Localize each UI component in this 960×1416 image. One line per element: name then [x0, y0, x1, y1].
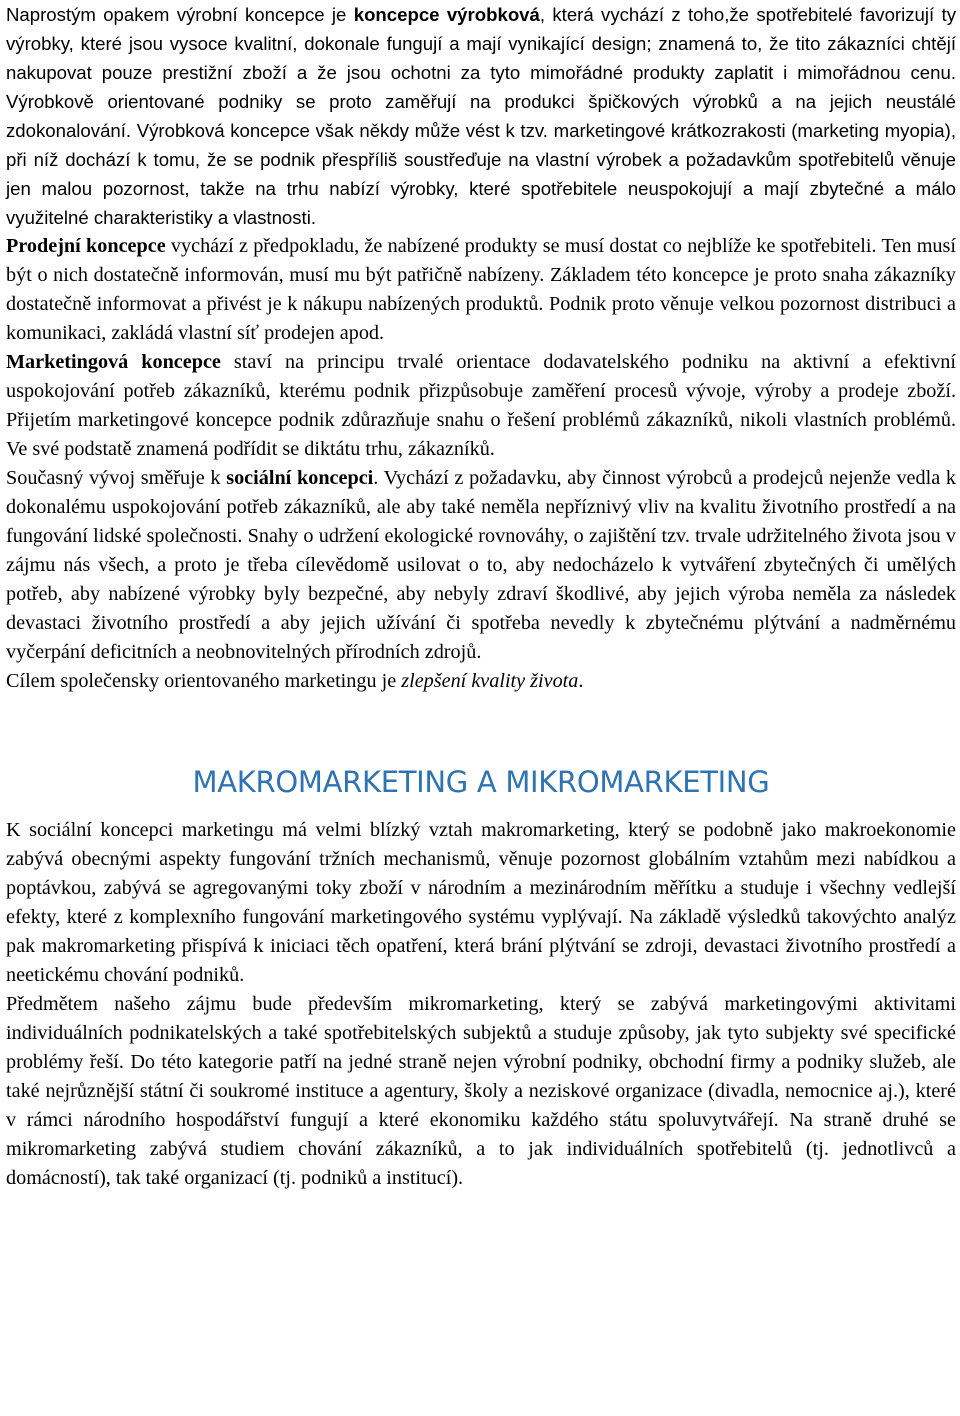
- paragraph-product-concept: [6, 0, 956, 232]
- text-run: Současný vývoj směřuje k: [6, 467, 227, 489]
- text-run: . Vychází z požadavku, aby činnost výrobců a prodejců nejenže vedla k dokonalému uspokojování potřeb zákazníků, ale aby také neměla nepříznivý vliv na kvalitu životního prostředí a na fungování lidské společnosti. Snahy o udržení ekologické rovnováhy, o zajištění tzv. trvale udržitelného života jsou v zájmu nás všech, a proto je třeba cílevědomě usilovat o to, aby nedocházelo k vytváření zbytečných či umělých potřeb, aby nabízené výrobky byly bezpečné, aby nebyly zdraví škodlivé, aby jejich výroba neměla za následek devastaci životního prostředí a aby jejich užívání či spotřeba nevedly k zbytečnému plýtvání a nadměrnému vyčerpání deficitních a neobnovitelných přírodních zdrojů.: [6, 467, 956, 663]
- text-run: .: [578, 670, 584, 692]
- section-heading: MAKROMARKETING A MIKROMARKETING: [192, 765, 770, 799]
- text-run: Naprostým opakem výrobní koncepce je: [6, 4, 354, 25]
- document-page: [6, 0, 956, 1193]
- paragraph-social-concept: [6, 464, 956, 667]
- paragraph-macromarketing: K sociální koncepci marketingu má velmi blízký vztah makromarketing, který se podobně jako makroekonomie zabývá obecnými aspekty fungování tržních mechanismů, věnuje pozornost globálním vztahům mezi nabídkou a poptávkou, zabývá se agregovanými toky zboží v národním a mezinárodním měřítku a studuje i všechny vedlejší efekty, které z komplexního fungování marketingového systému vyplývají. Na základě výsledků takovýchto analýz pak makromarketing přispívá k iniciaci těch opatření, která brání plýtvání se zdroji, devastaci životního prostředí a neetickému chování podniků.: [6, 819, 956, 986]
- bold-term-product-concept: koncepce výrobková: [353, 4, 540, 25]
- bold-term-selling-concept: Prodejní koncepce: [6, 235, 166, 257]
- paragraph-micromarketing: Předmětem našeho zájmu bude především mikromarketing, který se zabývá marketingovými aktivitami individuálních podnikatelských a také spotřebitelských subjektů a studuje způsoby, jak tyto subjekty své specifické problémy řeší. Do této kategorie patří na jedné straně nejen výrobní podniky, obchodní firmy a podniky služeb, ale také nejrůznější státní či soukromé instituce a agentury, školy a neziskové organizace (divadla, nemocnice aj.), které v rámci národního hospodářství fungují a které ekonomiku každého státu spoluvytvářejí. Na straně druhé se mikromarketing zabývá studiem chování zákazníků, a to jak individuálních spotřebitelů (tj. jednotlivců a domácností), tak také organizací (tj. podniků a institucí).: [6, 993, 956, 1189]
- paragraph-goal: [6, 667, 956, 696]
- text-run: staví na principu trvalé orientace dodavatelského podniku na aktivní a efektivní uspokojování potřeb zákazníků, kterému podnik přizpůsobuje zaměření procesů vývoje, výroby a prodeje zboží. Přijetím marketingové koncepce podnik zdůrazňuje snahu o řešení problémů zákazníků, nikoli vlastních problémů. Ve své podstatě znamená podřídit se diktátu trhu, zákazníků.: [6, 351, 956, 460]
- text-run: Cílem společensky orientovaného marketingu je: [6, 670, 402, 692]
- text-run: , která vychází z toho,že spotřebitelé favorizují ty výrobky, které jsou vysoce kvalitní, dokonale fungují a mají vynikající design; znamená to, že tito zákazníci chtějí nakupovat pouze prestižní zboží a že jsou ochotni za tyto mimořádné produkty zaplatit i mimořádnou cenu. Výrobkově orientované podniky se proto zaměřují na produkci špičkových výrobků a na jejich neustálé zdokonalování. Výrobková koncepce však někdy může vést k tzv. marketingové krátkozrakosti (marketing myopia), při níž dochází k tomu, že se podnik přespříliš soustřeďuje na vlastní výrobek a požadavkům spotřebitelů věnuje jen malou pozornost, takže na trhu nabízí výrobky, které spotřebitele neuspokojují a mají zbytečné a málo využitelné charakteristiky a vlastnosti.: [6, 4, 956, 228]
- paragraph-selling-concept: [6, 232, 956, 348]
- bold-term-social-concept: sociální koncepci: [226, 467, 374, 489]
- paragraph-marketing-concept: [6, 348, 956, 464]
- italic-term-quality-of-life: zlepšení kvality života: [401, 670, 579, 692]
- bold-term-marketing-concept: Marketingová koncepce: [6, 351, 221, 373]
- text-run: vychází z předpokladu, že nabízené produkty se musí dostat co nejblíže ke spotřebiteli. Ten musí být o nich dostatečně informován, musí mu být patřičně nabízeny. Základem této koncepce je proto snaha zákazníky dostatečně informovat a přivést je k nákupu nabízených produktů. Podnik proto věnuje velkou pozornost distribuci a komunikaci, zakládá vlastní síť prodejen apod.: [6, 235, 956, 344]
